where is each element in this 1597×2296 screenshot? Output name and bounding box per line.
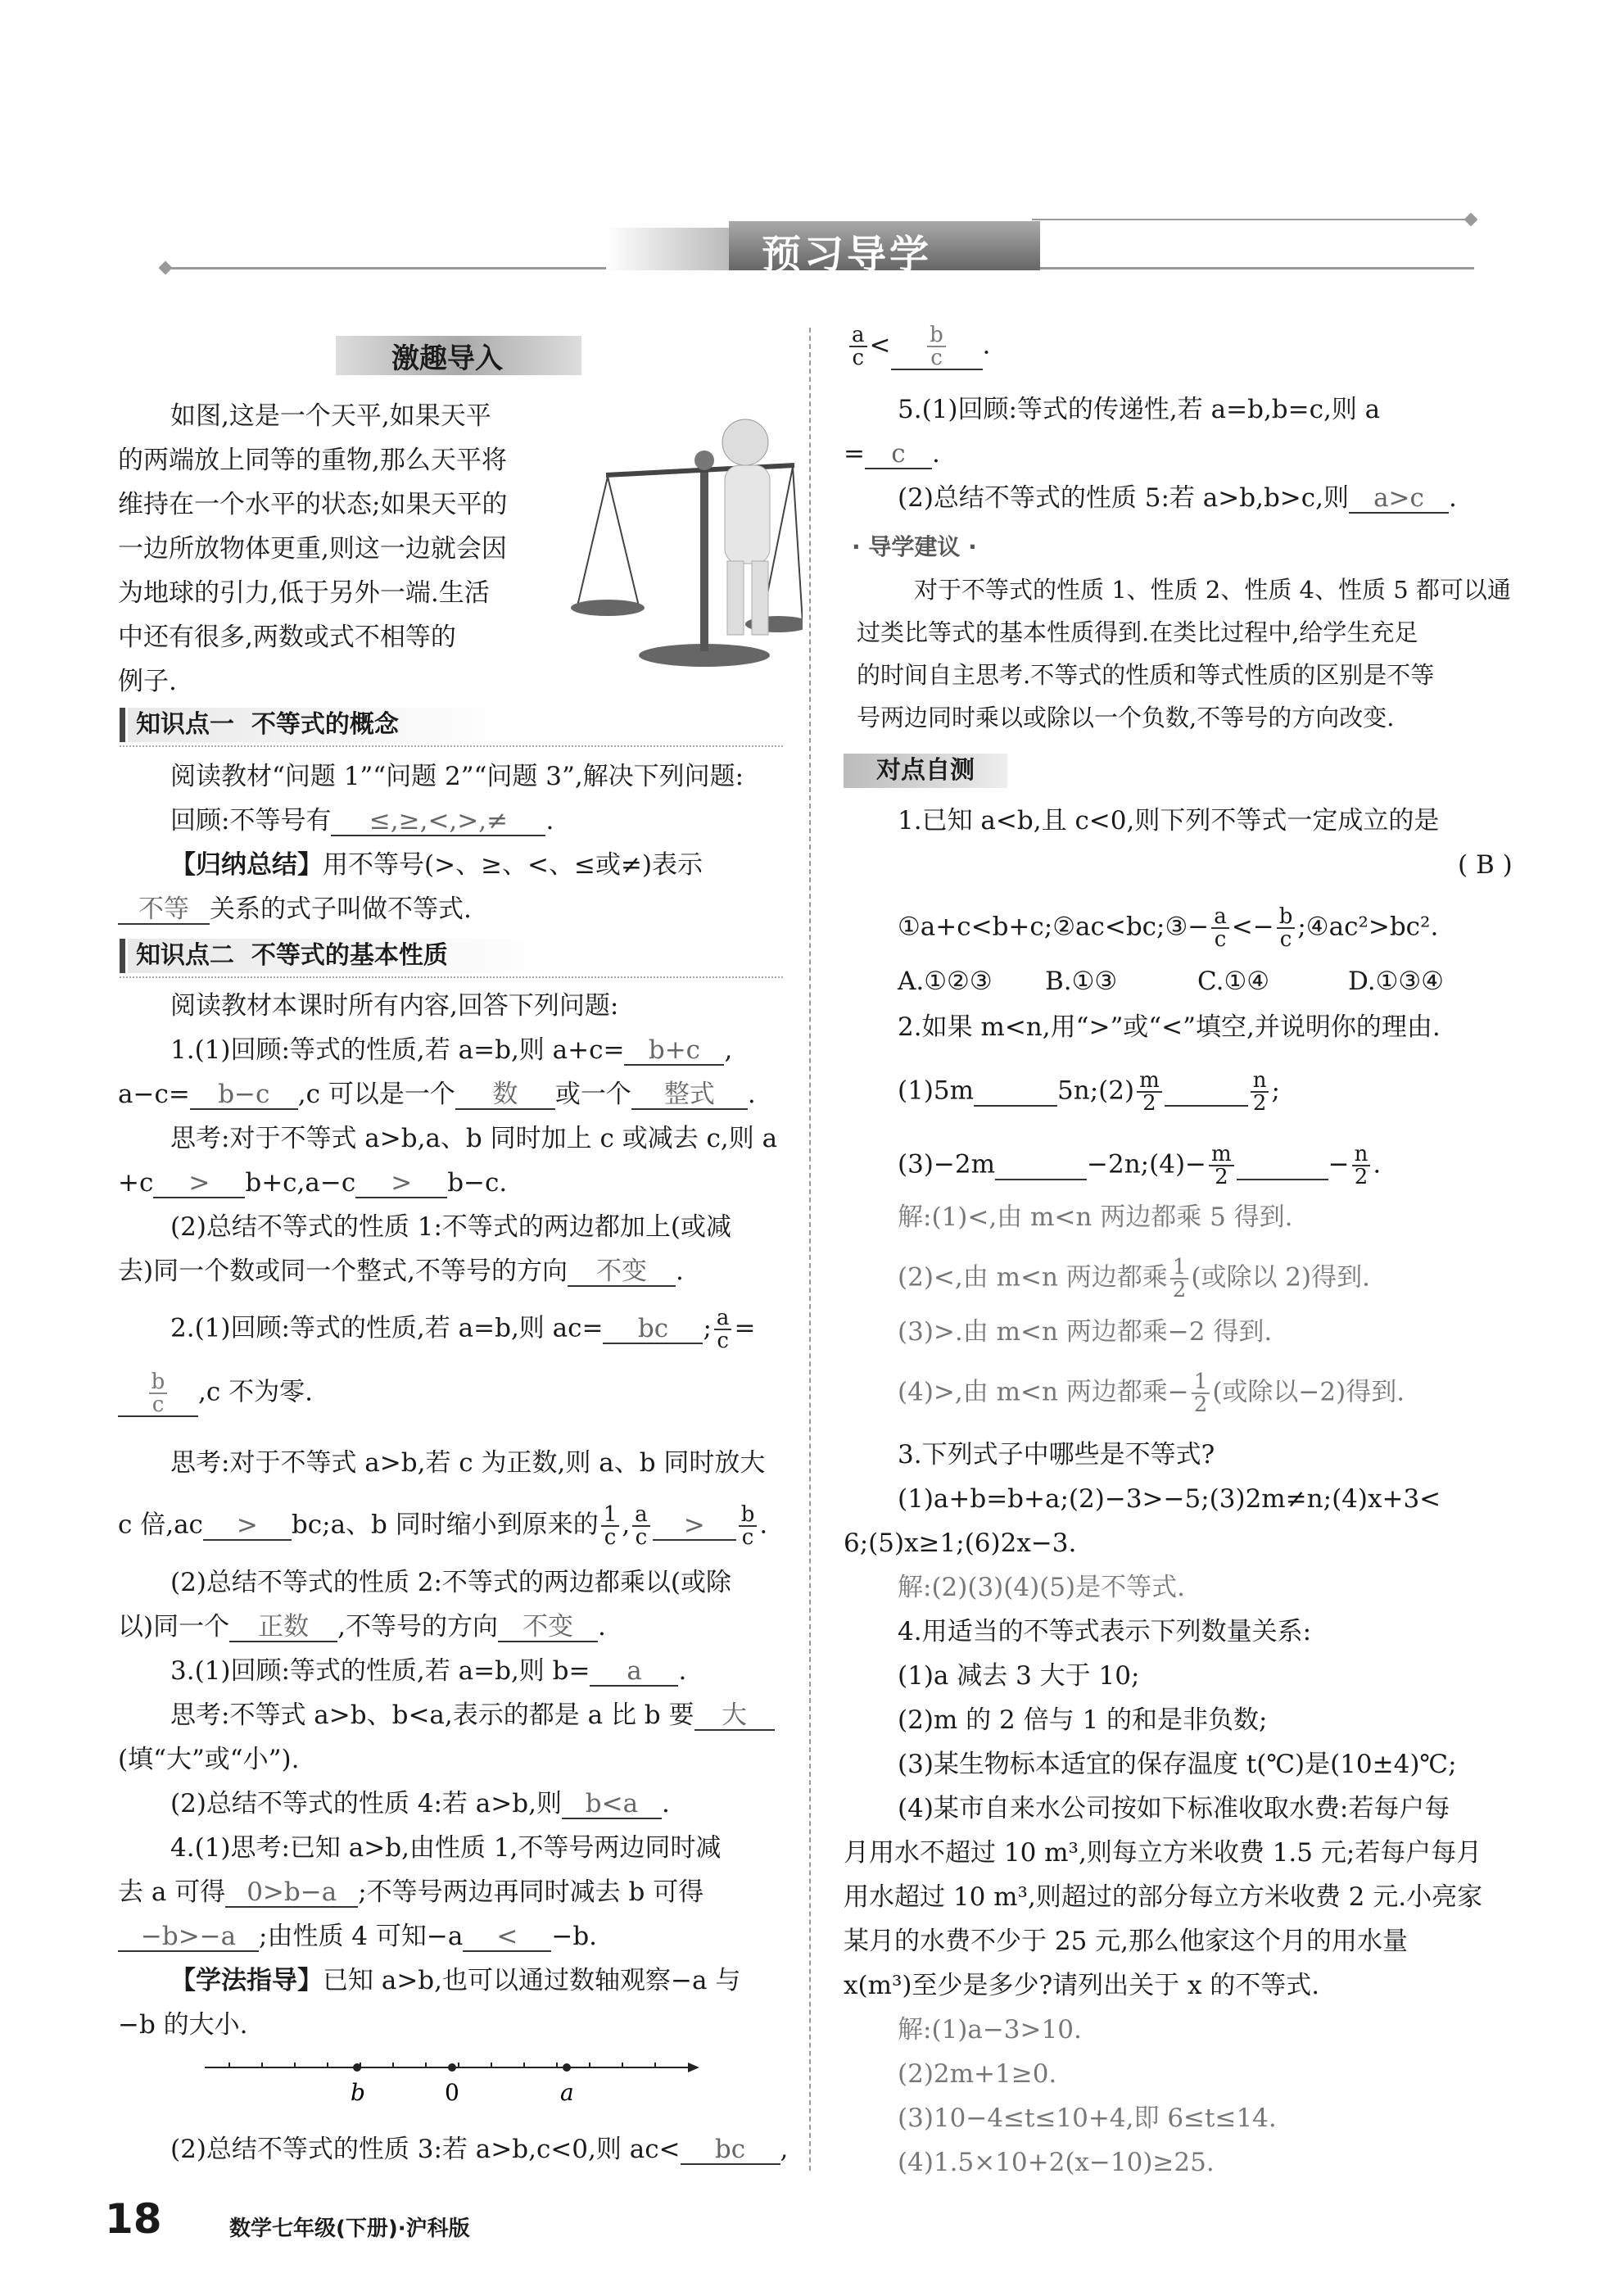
t1-line-2: [898, 906, 1438, 950]
t2-line-3-a: (3)−2m: [898, 1149, 996, 1180]
q1-line-4-end: b−c.: [447, 1168, 508, 1198]
q3-line-3: (填“大”或“小”).: [118, 1745, 300, 1774]
q2-line-2-text: ,c 不为零.: [198, 1377, 313, 1407]
t1-option-a: A.①②③: [898, 967, 993, 996]
q2-line-4: c 倍,ac > bc;a、b 同时缩小到原来的 $\frac{1}{c}$ , $\frac{a}{c}$ > $\frac{b}{c}$ .: [118, 1502, 768, 1550]
t2-solution-1: 解:(1)<,由 m<n 两边都乘 5 得到.: [898, 1202, 1293, 1232]
number-line-point-b: [353, 2063, 361, 2072]
q1-answer-gt-1: >: [153, 1169, 245, 1198]
k2-title: 知识点二 不等式的基本性质: [136, 941, 448, 970]
q2-answer-direction: 不变: [498, 1613, 598, 1642]
intro-line-2: 的两端放上同等的重物,那么天平将: [118, 446, 507, 475]
q2-answer-fraction: [118, 1371, 198, 1417]
q1-answer-number: 数: [455, 1080, 555, 1110]
intro-line-3: 维持在一个水平的状态;如果天平的: [118, 490, 508, 519]
t2-solution-4-fraction: $\frac{1}{2}$: [1192, 1371, 1210, 1415]
t4-line-5: (4)某市自来水公司按如下标准收取水费:若每户每: [898, 1794, 1450, 1823]
t2-line-3-b: −2n;(4)−: [1087, 1149, 1207, 1180]
q1-line-1-text: 1.(1)回顾:等式的性质,若 a=b,则 a+c=: [170, 1035, 625, 1065]
k2-line-1: 阅读教材本课时所有内容,回答下列问题:: [170, 991, 619, 1021]
t2-solution-2-b: (或除以 2)得到.: [1191, 1262, 1370, 1293]
t3-solution: 解:(2)(3)(4)(5)是不等式.: [898, 1573, 1185, 1602]
q2-line-3: 思考:对于不等式 a>b,若 c 为正数,则 a、b 同时放大: [170, 1448, 766, 1478]
number-line-label-b: b: [351, 2079, 365, 2106]
q1-answer-direction: 不变: [568, 1257, 676, 1287]
right-top-line: $\frac{a}{c}$ < $\frac{b}{c}$ .: [847, 324, 990, 370]
k1-marker: [120, 708, 125, 742]
t2-fraction-m-over-2-b: $\frac{m}{2}$: [1209, 1143, 1234, 1188]
q4-line-6: (2)总结不等式的性质 3:若 a>b,c<0,则 ac< bc ,: [170, 2135, 789, 2164]
q1-answer-diff: b−c: [190, 1080, 298, 1110]
q5-line-3-text: (2)总结不等式的性质 5:若 a>b,b>c,则: [898, 483, 1349, 513]
intro-line-5: 为地球的引力,低于另外一端.生活: [118, 578, 490, 608]
q4-line-3: [118, 1920, 597, 1953]
q4-answer-0-gt: 0>b−a: [225, 1878, 358, 1908]
q2-answer-gt-2: >: [653, 1511, 736, 1541]
advice-line-1: 对于不等式的性质 1、性质 2、性质 4、性质 5 都可以通: [914, 576, 1511, 604]
q4-line-6-text: (2)总结不等式的性质 3:若 a>b,c<0,则 ac<: [170, 2135, 681, 2164]
book-title: 数学七年级(下册)·沪科版: [229, 2217, 470, 2241]
intro-title: 激趣导入: [391, 342, 503, 375]
q1-line-5: (2)总结不等式的性质 1:不等式的两边都加上(或减: [170, 1212, 732, 1242]
q4-line-5: −b 的大小.: [118, 2010, 248, 2040]
advice-line-2: 过类比等式的基本性质得到.在类比过程中,给学生充足: [857, 618, 1418, 646]
right-answer-fraction-den: c: [930, 346, 943, 370]
k1-rule: [120, 745, 783, 747]
q2-line-6-pre: 以)同一个: [118, 1612, 230, 1642]
number-line-label-0: 0: [445, 2079, 459, 2106]
q4-answer-lt: <: [463, 1922, 551, 1952]
intro-line-6: 中还有很多,两数或式不相等的: [118, 623, 456, 652]
t4-solution-2: (2)2m+1≥0.: [898, 2059, 1057, 2089]
q3-line-1-text: 3.(1)回顾:等式的性质,若 a=b,则 b=: [170, 1656, 590, 1686]
q2-line-4-pre: c 倍,ac: [118, 1510, 203, 1540]
q3-line-2: [170, 1699, 775, 1732]
k1-line-3: [170, 849, 703, 881]
q4-answer-bc: bc: [681, 2135, 780, 2165]
q2-fraction-a-over-c: $\frac{a}{c}$: [714, 1307, 732, 1352]
q1-line-1: 1.(1)回顾:等式的性质,若 a=b,则 a+c= b+c ,: [170, 1035, 733, 1065]
q4-line-3-end: −b.: [551, 1922, 598, 1951]
q2-answer-product: bc: [603, 1315, 703, 1344]
q4-line-2-pre: 去 a 可得: [118, 1877, 226, 1907]
q1-line-3: 思考:对于不等式 a>b,a、b 同时加上 c 或减去 c,则 a: [170, 1124, 778, 1153]
summary-tag: 【归纳总结】: [170, 850, 323, 880]
page-number: 18: [105, 2195, 162, 2243]
k2-marker: [120, 939, 125, 973]
t2-blank-2: [1165, 1077, 1248, 1107]
t4-line-2: (1)a 减去 3 大于 10;: [898, 1661, 1140, 1691]
q4-line-3-mid: ;由性质 4 可知−a: [259, 1922, 464, 1951]
q3-line-4-text: (2)总结不等式的性质 4:若 a>b,则: [170, 1789, 562, 1818]
t2-solution-4: [898, 1371, 1405, 1415]
k1-line-4-text: 关系的式子叫做不等式.: [210, 894, 472, 924]
q4-line-2: [118, 1876, 703, 1909]
t4-line-3: (2)m 的 2 倍与 1 的和是非负数;: [898, 1705, 1268, 1735]
q4-line-4-text: 已知 a>b,也可以通过数轴观察−a 与: [323, 1966, 741, 1995]
t4-solution-1: 解:(1)a−3>10.: [898, 2015, 1082, 2045]
number-line-label-a: a: [560, 2079, 574, 2106]
intro-line-4: 一边所放物体更重,则这一边就会因: [118, 534, 507, 564]
q2-answer-fraction-num: b: [149, 1371, 168, 1394]
t2-blank-1: [974, 1077, 1057, 1107]
t2-solution-2-a: (2)<,由 m<n 两边都乘: [898, 1262, 1168, 1293]
t1-line-2-c: ;④ac²>bc².: [1297, 912, 1439, 942]
t2-line-2-b: 5n;(2): [1057, 1076, 1135, 1106]
k1-line-4: [118, 893, 472, 926]
q5-line-3: (2)总结不等式的性质 5:若 a>b,b>c,则 a>c .: [898, 483, 1457, 513]
q2-answer-gt-1: >: [203, 1511, 292, 1541]
q2-line-6-mid: ,不等号的方向: [337, 1612, 498, 1642]
advice-title: · 导学建议 ·: [852, 533, 977, 560]
t2-solution-3: (3)>.由 m<n 两边都乘−2 得到.: [898, 1317, 1273, 1347]
k1-line-2: 回顾:不等号有 ≤,≥,<,>,≠ .: [170, 806, 554, 836]
t4-line-6: 月用水不超过 10 m³,则每立方米收费 1.5 元;若每户每月: [844, 1838, 1482, 1868]
k1-line-3-text: 用不等号(>、≥、<、≤或≠)表示: [323, 850, 703, 880]
q2-line-1: 2.(1)回顾:等式的性质,若 a=b,则 ac= bc ; $\frac{a}{c}$ =: [170, 1306, 756, 1353]
q2-fraction-one-over-c: $\frac{1}{c}$: [601, 1504, 620, 1548]
t4-line-9: x(m³)至少是多少?请列出关于 x 的不等式.: [844, 1971, 1320, 2000]
t2-line-3: (3)−2m −2n;(4)− $\frac{m}{2}$ − $\frac{n}{2}$ .: [898, 1142, 1382, 1189]
t1-fraction-b-over-c: $\frac{b}{c}$: [1277, 906, 1296, 950]
t2-fraction-n-over-2-b: $\frac{n}{2}$: [1352, 1143, 1371, 1188]
q2-line-2: [118, 1371, 313, 1417]
t1-line-2-a: ①a+c<b+c;②ac<bc;③−: [898, 912, 1210, 942]
q1-line-4-mid: b+c,a−c: [245, 1168, 356, 1198]
t2-fraction-n-over-2: $\frac{n}{2}$: [1251, 1070, 1269, 1114]
q3-line-4: (2)总结不等式的性质 4:若 a>b,则 b<a .: [170, 1789, 670, 1818]
k1-relation-answer: 不等: [118, 895, 210, 925]
t1-fraction-a-over-c: $\frac{a}{c}$: [1211, 906, 1229, 950]
q1-line-4: [118, 1166, 507, 1199]
t1-option-d: D.①③④: [1348, 967, 1444, 996]
q2-line-6: 以)同一个 正数 ,不等号的方向 不变 .: [118, 1612, 606, 1642]
t2-solution-2: [898, 1257, 1370, 1301]
t3-line-3: 6;(5)x≥1;(6)2x−3.: [844, 1528, 1077, 1558]
t3-line-2: (1)a+b=b+a;(2)−3>−5;(3)2m≠n;(4)x+3<: [898, 1484, 1441, 1514]
t4-line-1: 4.用适当的不等式表示下列数量关系:: [898, 1617, 1312, 1646]
q2-answer-fraction-den: c: [152, 1393, 165, 1417]
right-answer-fraction-num: b: [927, 324, 946, 347]
t3-line-1: 3.下列式子中哪些是不等式?: [898, 1440, 1215, 1470]
q1-line-6-text: 去)同一个数或同一个整式,不等号的方向: [118, 1257, 568, 1286]
banner-rule-dot-left: [159, 261, 173, 275]
right-answer-fraction: [891, 324, 983, 370]
t2-solution-4-a: (4)>,由 m<n 两边都乘−: [898, 1377, 1189, 1407]
k2-rule: [120, 976, 783, 978]
q1-answer-sum: b+c: [624, 1036, 724, 1066]
q3-line-2-text: 思考:不等式 a>b、b<a,表示的都是 a 比 b 要: [170, 1700, 694, 1730]
q3-answer-b-lt-a: b<a: [562, 1790, 662, 1819]
number-line: [197, 2048, 704, 2113]
t2-line-1: 2.如果 m<n,用“>”或“<”填空,并说明你的理由.: [898, 1012, 1441, 1042]
t2-blank-3: [995, 1151, 1087, 1180]
q5-answer-c: c: [865, 440, 932, 469]
banner-rule-top: [1032, 219, 1474, 220]
t2-solution-2-fraction: $\frac{1}{2}$: [1170, 1257, 1189, 1301]
k1-line-2-text: 回顾:不等号有: [170, 806, 332, 836]
q5-line-2: = c .: [844, 439, 940, 469]
k1-sign-answer: ≤,≥,<,>,≠: [331, 807, 545, 836]
balance-scale-illustration: [557, 418, 803, 672]
q2-line-4-mid: bc;a、b 同时缩小到原来的: [291, 1510, 599, 1540]
t1-line-2-b: <−: [1231, 912, 1274, 942]
t4-solution-4: (4)1.5×10+2(x−10)≥25.: [898, 2148, 1215, 2177]
t1-line-1: 1.已知 a<b,且 c<0,则下列不等式一定成立的是: [898, 806, 1440, 836]
banner-title: 预习导学: [762, 232, 933, 278]
banner-shadow: [606, 228, 729, 270]
advice-line-3: 的时间自主思考.不等式的性质和等式性质的区别是不等: [857, 661, 1435, 689]
q3-answer-a: a: [590, 1657, 678, 1687]
t4-solution-3: (3)10−4≤t≤10+4,即 6≤t≤14.: [898, 2104, 1277, 2133]
q5-answer-a-gt-c: a>c: [1349, 484, 1449, 514]
q1-line-6: 去)同一个数或同一个整式,不等号的方向 不变 .: [118, 1257, 684, 1286]
t1-answer: ( B ): [1458, 850, 1513, 880]
q2-line-5: (2)总结不等式的性质 2:不等式的两边都乘以(或除: [170, 1568, 732, 1597]
q4-answer-neg: −b>−a: [118, 1922, 259, 1952]
intro-line-1: 如图,这是一个天平,如果天平: [170, 401, 491, 431]
k1-title: 知识点一 不等式的概念: [136, 710, 399, 739]
advice-line-4: 号两边同时乘以或除以一个负数,不等号的方向改变.: [857, 704, 1395, 731]
k1-line-1: 阅读教材“问题 1”“问题 2”“问题 3”,解决下列问题:: [170, 762, 744, 791]
number-line-point-0: [448, 2063, 456, 2072]
right-fraction-a-over-c: $\frac{a}{c}$: [849, 324, 867, 369]
t4-line-7: 用水超过 10 m³,则超过的部分每立方米收费 2 元.小亮家: [844, 1882, 1483, 1912]
q1-line-2: a−c= b−c ,c 可以是一个 数 或一个 整式 .: [118, 1080, 756, 1109]
intro-line-7: 例子.: [118, 667, 177, 696]
q2-fraction-b-over-c: $\frac{b}{c}$: [739, 1504, 758, 1548]
t4-line-8: 某月的水费不少于 25 元,那么他家这个月的用水量: [844, 1927, 1409, 1956]
q4-line-1: 4.(1)思考:已知 a>b,由性质 1,不等号两边同时减: [170, 1833, 722, 1863]
q4-line-4: [170, 1964, 740, 1997]
q1-line-4-pre: +c: [118, 1168, 154, 1198]
t1-option-c: C.①④: [1197, 967, 1270, 996]
q1-answer-gt-2: >: [355, 1169, 447, 1198]
t2-solution-4-b: (或除以−2)得到.: [1212, 1377, 1405, 1407]
t2-line-2: (1)5m 5n;(2) $\frac{m}{2}$ $\frac{n}{2}$ ;: [898, 1068, 1280, 1116]
q5-line-1: 5.(1)回顾:等式的传递性,若 a=b,b=c,则 a: [898, 395, 1381, 424]
q1-line-2-mid2: 或一个: [554, 1080, 631, 1109]
number-line-point-a: [563, 2063, 571, 2072]
q3-answer-big: 大: [694, 1701, 775, 1731]
t1-option-b: B.①③: [1045, 967, 1118, 996]
q3-line-1: 3.(1)回顾:等式的性质,若 a=b,则 b= a .: [170, 1656, 687, 1686]
t2-line-2-a: (1)5m: [898, 1076, 975, 1106]
q1-answer-expression: 整式: [631, 1080, 748, 1110]
q2-line-1-text: 2.(1)回顾:等式的性质,若 a=b,则 ac=: [170, 1313, 604, 1343]
column-divider: [809, 328, 811, 2171]
test-title: 对点自测: [876, 756, 975, 785]
t2-blank-4: [1237, 1151, 1328, 1180]
q2-fraction-a-over-c-2: $\frac{a}{c}$: [632, 1504, 650, 1548]
method-tag: 【学法指导】: [170, 1966, 323, 1995]
t4-line-4: (3)某生物标本适宜的保存温度 t(℃)是(10±4)℃;: [898, 1750, 1457, 1779]
q4-line-2-mid: ;不等号两边再同时减去 b 可得: [358, 1877, 704, 1907]
q1-line-2-pre: a−c=: [118, 1080, 190, 1109]
q2-answer-positive: 正数: [229, 1613, 337, 1642]
q1-line-2-mid: ,c 可以是一个: [297, 1080, 455, 1109]
t2-fraction-m-over-2: $\frac{m}{2}$: [1137, 1070, 1162, 1114]
